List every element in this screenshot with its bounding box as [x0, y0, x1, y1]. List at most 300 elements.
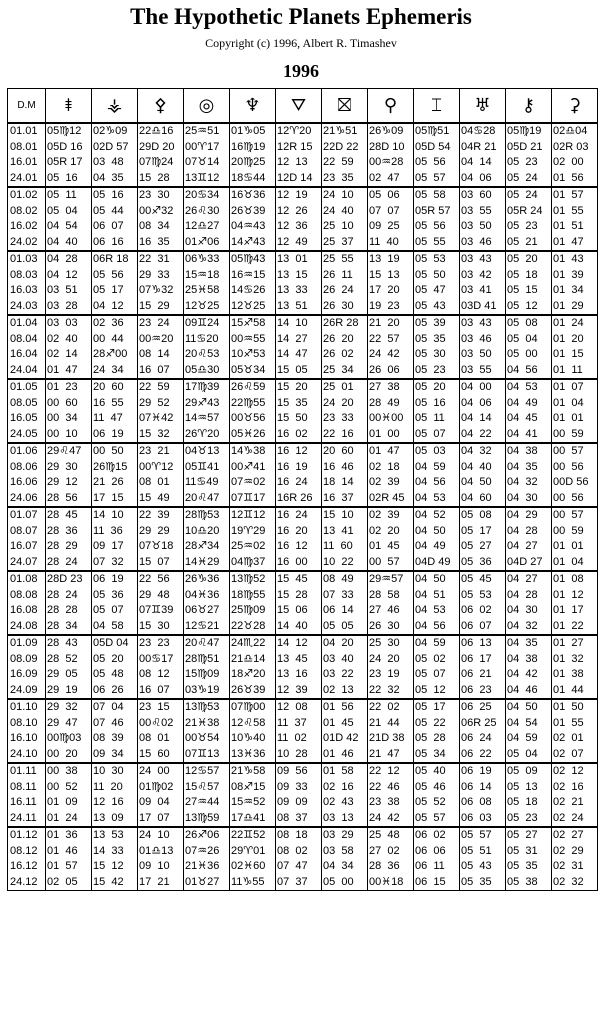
position-cell: 16 07	[138, 683, 184, 700]
position-cell: 11 40	[368, 235, 414, 252]
position-cell: 09 04	[138, 795, 184, 811]
position-cell: 25♒02	[230, 539, 276, 555]
position-cell: 29 32	[46, 699, 92, 716]
position-cell: 05 11	[46, 187, 92, 204]
position-cell: 05D 21	[506, 140, 552, 156]
position-cell: 08 39	[92, 731, 138, 747]
position-cell: 26 30	[322, 299, 368, 316]
position-cell: 03 03	[46, 315, 92, 332]
position-cell: 24 42	[368, 347, 414, 363]
position-cell: 03 58	[322, 844, 368, 860]
position-cell: 04 54	[46, 219, 92, 235]
table-row	[8, 347, 598, 363]
position-cell: 06 19	[92, 571, 138, 588]
position-cell: 00 20	[46, 747, 92, 764]
position-cell: 16♒15	[230, 268, 276, 284]
position-cell: 26♐06	[184, 827, 230, 844]
position-cell: 08 37	[276, 811, 322, 828]
position-cell: 22♉28	[230, 619, 276, 636]
position-cell: 05 05	[322, 619, 368, 636]
position-cell: 04D 49	[414, 555, 460, 572]
position-cell: 09 33	[276, 780, 322, 796]
position-cell: 23 24	[138, 315, 184, 332]
position-cell: 00♓18	[368, 875, 414, 891]
table-row	[8, 396, 598, 412]
position-cell: 14♑38	[230, 443, 276, 460]
position-cell: 06R 25	[460, 716, 506, 732]
position-cell: 01♐06	[184, 235, 230, 252]
position-cell: 05 08	[460, 507, 506, 524]
position-cell: 12 36	[276, 219, 322, 235]
position-cell: 02 18	[368, 460, 414, 476]
position-cell: 04 59	[414, 635, 460, 652]
table-row	[8, 859, 598, 875]
position-cell: 04 32	[506, 619, 552, 636]
table-row	[8, 588, 598, 604]
position-cell: 23 30	[138, 187, 184, 204]
position-cell: 16 07	[138, 363, 184, 380]
planet-glyph-9-icon: ⌶	[414, 89, 460, 124]
position-cell: 22D 22	[322, 140, 368, 156]
position-cell: 15 05	[276, 363, 322, 380]
position-cell: 05 24	[506, 171, 552, 188]
position-cell: 09 56	[276, 763, 322, 780]
date-cell: 08.06	[8, 460, 46, 476]
position-cell: 29 33	[138, 268, 184, 284]
date-cell: 01.02	[8, 187, 46, 204]
position-cell: 09♊24	[184, 315, 230, 332]
position-cell: 04 28	[506, 588, 552, 604]
position-cell: 04♉13	[184, 443, 230, 460]
position-cell: 28♍51	[184, 652, 230, 668]
position-cell: 04 35	[506, 635, 552, 652]
position-cell: 15 60	[138, 747, 184, 764]
position-cell: 14 33	[92, 844, 138, 860]
position-cell: 03♑19	[184, 683, 230, 700]
position-cell: 22♊52	[230, 827, 276, 844]
position-cell: 04 27	[506, 571, 552, 588]
position-cell: 05 50	[414, 268, 460, 284]
position-cell: 07♒02	[230, 475, 276, 491]
position-cell: 04D 27	[506, 555, 552, 572]
table-body	[8, 123, 598, 891]
position-cell: 03 41	[460, 283, 506, 299]
position-cell: 04 59	[506, 731, 552, 747]
position-cell: 23 19	[368, 667, 414, 683]
position-cell: 15♒52	[230, 795, 276, 811]
position-cell: 04 41	[506, 427, 552, 444]
table-row	[8, 123, 598, 140]
position-cell: 15 49	[138, 491, 184, 508]
position-cell: 01 46	[46, 844, 92, 860]
position-cell: 24 34	[92, 363, 138, 380]
position-cell: 07 04	[92, 699, 138, 716]
position-cell: 05 23	[506, 811, 552, 828]
position-cell: 05 15	[506, 283, 552, 299]
position-cell: 28D 10	[368, 140, 414, 156]
table-row	[8, 283, 598, 299]
position-cell: 13 53	[92, 827, 138, 844]
date-cell: 16.10	[8, 731, 46, 747]
position-cell: 18♋44	[230, 171, 276, 188]
position-cell: 01 08	[552, 571, 598, 588]
position-cell: 05 30	[414, 347, 460, 363]
position-cell: 00♍03	[46, 731, 92, 747]
position-cell: 14♒57	[184, 411, 230, 427]
table-row	[8, 571, 598, 588]
position-cell: 26♉39	[230, 204, 276, 220]
position-cell: 13 33	[276, 283, 322, 299]
position-cell: 01 29	[552, 299, 598, 316]
position-cell: 24 42	[368, 811, 414, 828]
position-cell: 07♊39	[138, 603, 184, 619]
position-cell: 01♉27	[184, 875, 230, 891]
position-cell: 09 34	[92, 747, 138, 764]
date-cell: 08.07	[8, 524, 46, 540]
position-cell: 12 26	[276, 204, 322, 220]
table-row	[8, 460, 598, 476]
position-cell: 07♉14	[184, 155, 230, 171]
table-row	[8, 155, 598, 171]
position-cell: 05 40	[414, 763, 460, 780]
table-row	[8, 363, 598, 380]
position-cell: 01 56	[552, 171, 598, 188]
position-cell: 00♒28	[368, 155, 414, 171]
date-cell: 01.04	[8, 315, 46, 332]
date-column-header: D.M	[8, 89, 46, 124]
position-cell: 25 55	[322, 251, 368, 268]
position-cell: 00 59	[552, 427, 598, 444]
position-cell: 24 20	[322, 396, 368, 412]
position-cell: 01 45	[368, 539, 414, 555]
position-cell: 06 22	[460, 747, 506, 764]
position-cell: 06 11	[414, 859, 460, 875]
position-cell: 06 26	[92, 683, 138, 700]
position-cell: 01 15	[552, 347, 598, 363]
position-cell: 20 60	[322, 443, 368, 460]
position-cell: 02 21	[552, 795, 598, 811]
planet-glyph-2-icon: ⚶	[92, 89, 138, 124]
position-cell: 16 12	[276, 539, 322, 555]
position-cell: 17 20	[368, 283, 414, 299]
position-cell: 10♎20	[184, 524, 230, 540]
position-cell: 00 57	[552, 507, 598, 524]
date-cell: 16.11	[8, 795, 46, 811]
position-cell: 13 01	[276, 251, 322, 268]
position-cell: 01 38	[552, 667, 598, 683]
position-cell: 17 21	[138, 875, 184, 891]
position-cell: 06 07	[92, 219, 138, 235]
position-cell: 05 12	[414, 683, 460, 700]
date-cell: 16.05	[8, 411, 46, 427]
position-cell: 03 55	[460, 363, 506, 380]
position-cell: 17♎41	[230, 811, 276, 828]
position-cell: 04 27	[506, 539, 552, 555]
date-cell: 16.06	[8, 475, 46, 491]
table-row	[8, 667, 598, 683]
position-cell: 15♒18	[184, 268, 230, 284]
position-cell: 01 36	[46, 827, 92, 844]
position-cell: 05R 24	[506, 204, 552, 220]
position-cell: 02 39	[368, 475, 414, 491]
planet-glyph-11-icon: ⚷	[506, 89, 552, 124]
position-cell: 13 45	[276, 652, 322, 668]
position-cell: 02♓60	[230, 859, 276, 875]
position-cell: 06 25	[460, 699, 506, 716]
position-cell: 25 30	[368, 635, 414, 652]
position-cell: 06 15	[414, 875, 460, 891]
position-cell: 04R 21	[460, 140, 506, 156]
position-cell: 04 50	[414, 524, 460, 540]
position-cell: 02 20	[368, 524, 414, 540]
position-cell: 15 20	[276, 379, 322, 396]
position-cell: 28 58	[368, 588, 414, 604]
position-cell: 07♉18	[138, 539, 184, 555]
table-row	[8, 251, 598, 268]
position-cell: 12♊12	[230, 507, 276, 524]
position-cell: 04 22	[460, 427, 506, 444]
position-cell: 23 15	[138, 699, 184, 716]
position-cell: 05D 16	[46, 140, 92, 156]
position-cell: 00D 56	[552, 475, 598, 491]
position-cell: 02 27	[552, 827, 598, 844]
position-cell: 29 47	[46, 716, 92, 732]
position-cell: 20♌47	[184, 491, 230, 508]
position-cell: 00♉54	[184, 731, 230, 747]
position-cell: 17 07	[138, 811, 184, 828]
date-cell: 16.12	[8, 859, 46, 875]
position-cell: 00 56	[552, 491, 598, 508]
position-cell: 05♊41	[184, 460, 230, 476]
date-cell: 01.03	[8, 251, 46, 268]
position-cell: 24 10	[322, 187, 368, 204]
position-cell: 05 56	[414, 155, 460, 171]
position-cell: 05 24	[506, 187, 552, 204]
position-cell: 13 41	[322, 524, 368, 540]
position-cell: 28 43	[46, 635, 92, 652]
position-cell: 01 20	[552, 332, 598, 348]
position-cell: 04 12	[46, 268, 92, 284]
position-cell: 00 57	[368, 555, 414, 572]
date-cell: 24.09	[8, 683, 46, 700]
position-cell: 15 28	[276, 588, 322, 604]
date-cell: 01.05	[8, 379, 46, 396]
position-cell: 07 33	[322, 588, 368, 604]
position-cell: 05 07	[92, 603, 138, 619]
position-cell: 05 57	[460, 827, 506, 844]
table-header	[8, 89, 598, 124]
position-cell: 29 19	[46, 683, 92, 700]
position-cell: 14 27	[276, 332, 322, 348]
page-title: The Hypothetic Planets Ephemeris	[130, 4, 472, 29]
position-cell: 00 34	[46, 411, 92, 427]
position-cell: 17 15	[92, 491, 138, 508]
position-cell: 05♍19	[506, 123, 552, 140]
position-cell: 05 35	[506, 859, 552, 875]
position-cell: 12♋21	[184, 619, 230, 636]
position-cell: 09 10	[138, 859, 184, 875]
position-cell: 22 31	[138, 251, 184, 268]
position-cell: 02 32	[552, 875, 598, 891]
position-cell: 05 43	[414, 299, 460, 316]
planet-glyph-4-icon: ◎	[184, 89, 230, 124]
position-cell: 15♌57	[184, 780, 230, 796]
position-cell: 28 49	[368, 396, 414, 412]
position-cell: 05 39	[414, 315, 460, 332]
position-cell: 24 40	[322, 204, 368, 220]
position-cell: 05 56	[92, 268, 138, 284]
date-cell: 24.07	[8, 555, 46, 572]
position-cell: 21♑51	[322, 123, 368, 140]
position-cell: 00 56	[552, 460, 598, 476]
position-cell: 12♎27	[184, 219, 230, 235]
position-cell: 18♐20	[230, 667, 276, 683]
date-cell: 01.11	[8, 763, 46, 780]
position-cell: 00♌02	[138, 716, 184, 732]
position-cell: 05 56	[414, 219, 460, 235]
position-cell: 15 13	[368, 268, 414, 284]
position-cell: 25 37	[322, 235, 368, 252]
position-cell: 04♓36	[184, 588, 230, 604]
position-cell: 28 24	[46, 588, 92, 604]
position-cell: 00 60	[46, 396, 92, 412]
planet-glyph-3-icon: ⚴	[138, 89, 184, 124]
position-cell: 00♓00	[368, 411, 414, 427]
position-cell: 01 39	[552, 268, 598, 284]
position-cell: 12 13	[276, 155, 322, 171]
date-cell: 16.02	[8, 219, 46, 235]
position-cell: 13♍52	[230, 571, 276, 588]
position-cell: 05 52	[414, 795, 460, 811]
position-cell: 16 12	[276, 443, 322, 460]
position-cell: 12 49	[276, 235, 322, 252]
position-cell: 12R 15	[276, 140, 322, 156]
position-cell: 05 12	[506, 299, 552, 316]
date-cell: 01.10	[8, 699, 46, 716]
position-cell: 05R 57	[414, 204, 460, 220]
date-cell: 16.01	[8, 155, 46, 171]
position-cell: 11 36	[92, 524, 138, 540]
position-cell: 07♑32	[138, 283, 184, 299]
position-cell: 16 00	[276, 555, 322, 572]
position-cell: 24 20	[368, 652, 414, 668]
position-cell: 05 17	[460, 524, 506, 540]
position-cell: 14 47	[276, 347, 322, 363]
position-cell: 24♏22	[230, 635, 276, 652]
position-cell: 01 45	[322, 716, 368, 732]
table-row	[8, 475, 598, 491]
position-cell: 05 08	[506, 315, 552, 332]
position-cell: 20♌47	[184, 635, 230, 652]
position-cell: 05 20	[414, 379, 460, 396]
date-cell: 01.07	[8, 507, 46, 524]
position-cell: 04 29	[506, 507, 552, 524]
position-cell: 04 30	[506, 491, 552, 508]
position-cell: 01 57	[46, 859, 92, 875]
position-cell: 06 16	[92, 235, 138, 252]
table-row	[8, 411, 598, 427]
position-cell: 01 09	[46, 795, 92, 811]
position-cell: 03 22	[322, 667, 368, 683]
position-cell: 02 36	[92, 315, 138, 332]
position-cell: 21♓38	[184, 716, 230, 732]
position-cell: 11♋49	[184, 475, 230, 491]
position-cell: 03 51	[46, 283, 92, 299]
position-cell: 28♐34	[184, 539, 230, 555]
position-cell: 23 21	[138, 443, 184, 460]
position-cell: 05 04	[46, 204, 92, 220]
position-cell: 01 11	[552, 363, 598, 380]
position-cell: 05 35	[414, 332, 460, 348]
position-cell: 28♍53	[184, 507, 230, 524]
position-cell: 22 59	[322, 155, 368, 171]
position-cell: 15 50	[276, 411, 322, 427]
table-row	[8, 315, 598, 332]
date-cell: 08.10	[8, 716, 46, 732]
position-cell: 04 56	[414, 475, 460, 491]
position-cell: 01 07	[552, 379, 598, 396]
position-cell: 04 56	[414, 619, 460, 636]
position-cell: 05 20	[92, 652, 138, 668]
position-cell: 25♒51	[184, 123, 230, 140]
date-cell: 24.02	[8, 235, 46, 252]
position-cell: 22 57	[368, 332, 414, 348]
position-cell: 09 17	[92, 539, 138, 555]
position-cell: 26 06	[368, 363, 414, 380]
position-cell: 05♍12	[46, 123, 92, 140]
position-cell: 00♈12	[138, 460, 184, 476]
table-row	[8, 268, 598, 284]
position-cell: 00 52	[46, 780, 92, 796]
position-cell: 05 51	[460, 844, 506, 860]
position-cell: 02 13	[322, 683, 368, 700]
position-cell: 01 57	[552, 187, 598, 204]
position-cell: 01 47	[46, 363, 92, 380]
position-cell: 27♒44	[184, 795, 230, 811]
position-cell: 05 44	[92, 204, 138, 220]
position-cell: 28D 23	[46, 571, 92, 588]
position-cell: 05 20	[506, 251, 552, 268]
position-cell: 11 47	[92, 411, 138, 427]
position-cell: 21 20	[368, 315, 414, 332]
position-cell: 04♍37	[230, 555, 276, 572]
position-cell: 05 04	[506, 747, 552, 764]
position-cell: 01 55	[552, 204, 598, 220]
position-cell: 05 48	[92, 667, 138, 683]
position-cell: 01 04	[552, 555, 598, 572]
position-cell: 00♒20	[138, 332, 184, 348]
position-cell: 04 32	[506, 475, 552, 491]
position-cell: 09 09	[276, 795, 322, 811]
position-cell: 27 02	[368, 844, 414, 860]
position-cell: 01 04	[552, 396, 598, 412]
position-cell: 07 32	[92, 555, 138, 572]
position-cell: 21♎14	[230, 652, 276, 668]
position-cell: 04 12	[92, 299, 138, 316]
date-cell: 16.09	[8, 667, 46, 683]
position-cell: 05 07	[414, 667, 460, 683]
position-cell: 05 36	[460, 555, 506, 572]
position-cell: 04 53	[414, 491, 460, 508]
position-cell: 12♉25	[230, 299, 276, 316]
position-cell: 14 12	[276, 635, 322, 652]
position-cell: 05 07	[414, 427, 460, 444]
position-cell: 11 37	[276, 716, 322, 732]
position-cell: 01 51	[552, 219, 598, 235]
position-cell: 22♍55	[230, 396, 276, 412]
position-cell: 05 27	[460, 539, 506, 555]
position-cell: 28 29	[46, 539, 92, 555]
